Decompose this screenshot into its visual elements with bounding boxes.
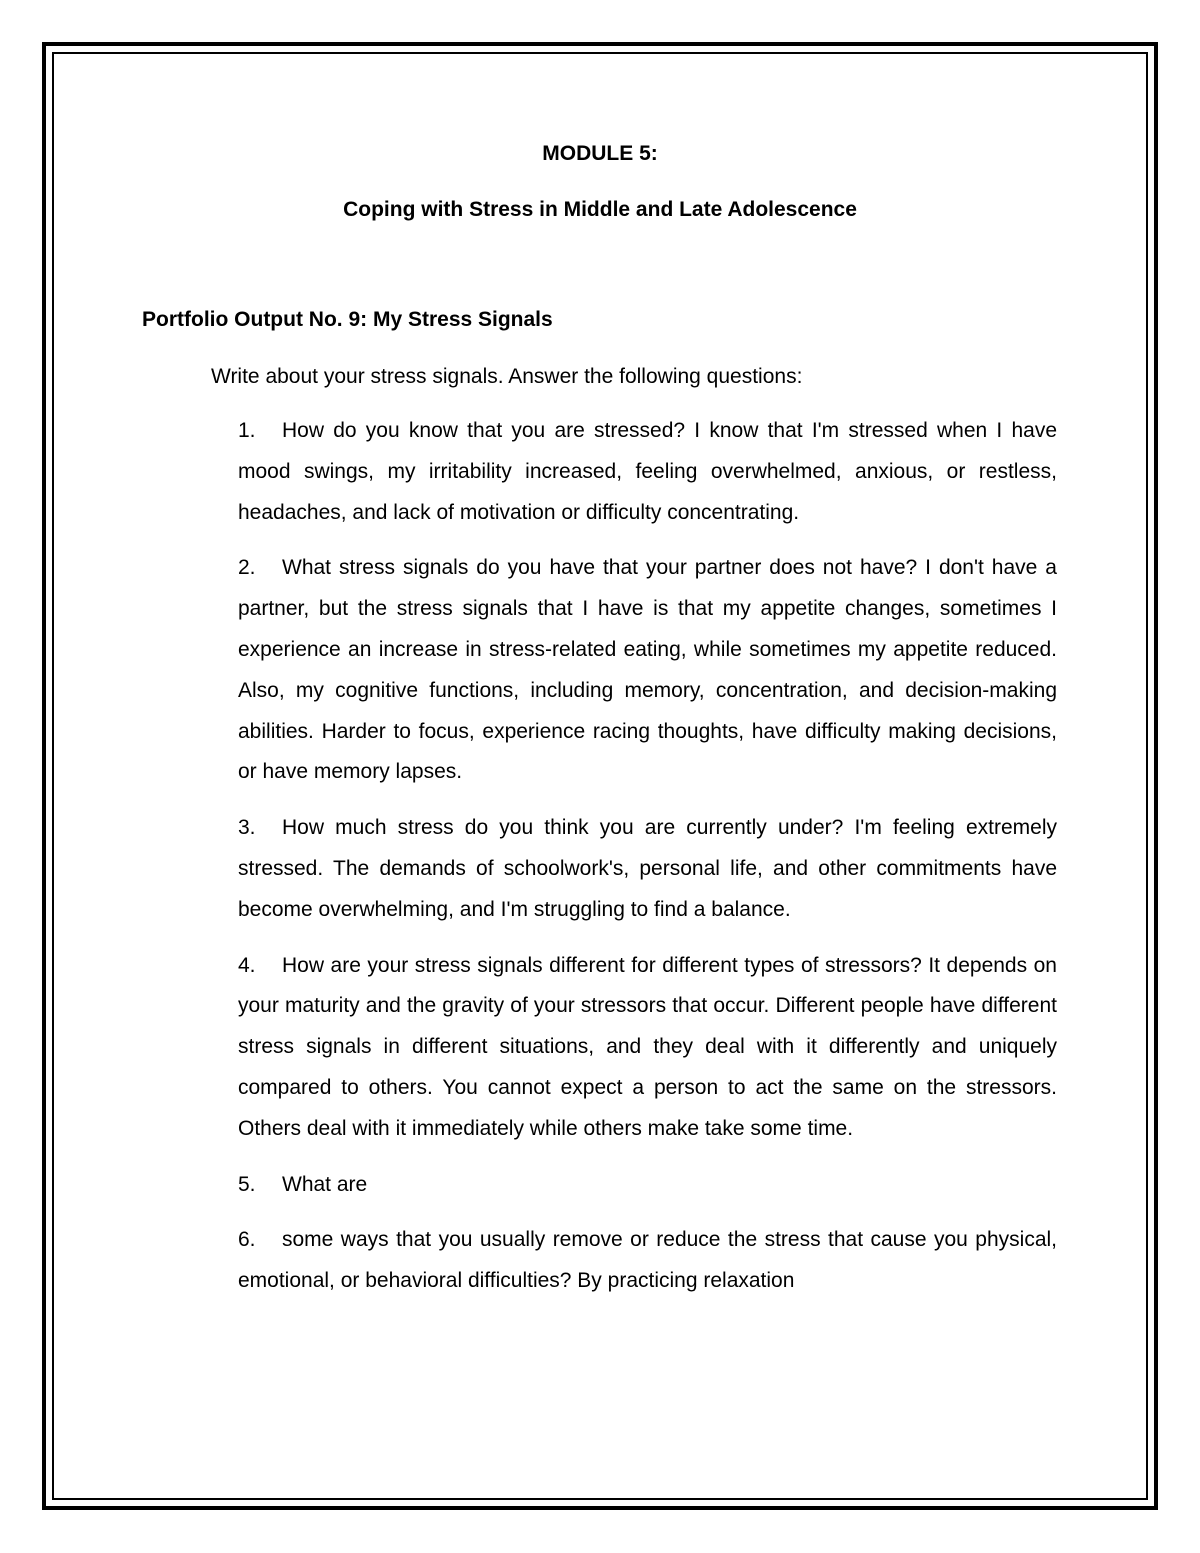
question-number: 4.: [238, 953, 256, 977]
portfolio-title: Portfolio Output No. 9: My Stress Signals: [142, 308, 553, 331]
portfolio-intro: Write about your stress signals. Answer the following questions:: [211, 365, 803, 388]
module-subtitle: Coping with Stress in Middle and Late Adolescence: [343, 198, 857, 221]
question-item: [238, 808, 1057, 930]
question-text: How are your stress signals different for different types of stressors? It depends on your maturity and the gravity of your stressors that occur. Different people have different stress signals in different situations, and they deal with it differently and uniquely compared to others. You cannot expect a person to act the same on the stressors. Others deal with it immediately while others make take some time.: [238, 953, 1057, 1140]
question-item: [238, 1220, 1057, 1302]
question-text: What are: [282, 1172, 368, 1196]
question-item: [238, 548, 1057, 793]
module-title: MODULE 5:: [542, 142, 658, 165]
question-number: 5.: [238, 1172, 256, 1196]
question-number: 6.: [238, 1228, 256, 1252]
question-number: 1.: [238, 419, 256, 442]
question-text: How much stress do you think you are currently under? I'm feeling extremely stressed. The demands of schoolwork's, personal life, and other commitments have become overwhelming, and I'm struggling to find a balance.: [238, 816, 1057, 921]
question-item: [238, 1165, 1057, 1206]
question-text: some ways that you usually remove or reduce the stress that cause you physical, emotional, or behavioral difficulties? By practicing relaxation: [238, 1228, 1057, 1293]
question-list: [238, 411, 1057, 1317]
question-text: What stress signals do you have that your partner does not have? I don't have a partner, but the stress signals that I have is that my appetite changes, sometimes I experience an increase in stress-related eating, while sometimes my appetite reduced. Also, my cognitive functions, including memory, concentration, and decision-making abilities. Harder to focus, experience racing thoughts, have difficulty making decisions, or have memory lapses.: [238, 556, 1057, 784]
question-number: 3.: [238, 816, 256, 840]
question-item: [238, 411, 1057, 533]
question-number: 2.: [238, 556, 256, 580]
question-text: How do you know that you are stressed? I know that I'm stressed when I have mood swings, my irritability increased, feeling overwhelmed, anxious, or restless, headaches, and lack of motivation or difficulty concentrating.: [238, 419, 1057, 524]
question-item: [238, 946, 1057, 1150]
